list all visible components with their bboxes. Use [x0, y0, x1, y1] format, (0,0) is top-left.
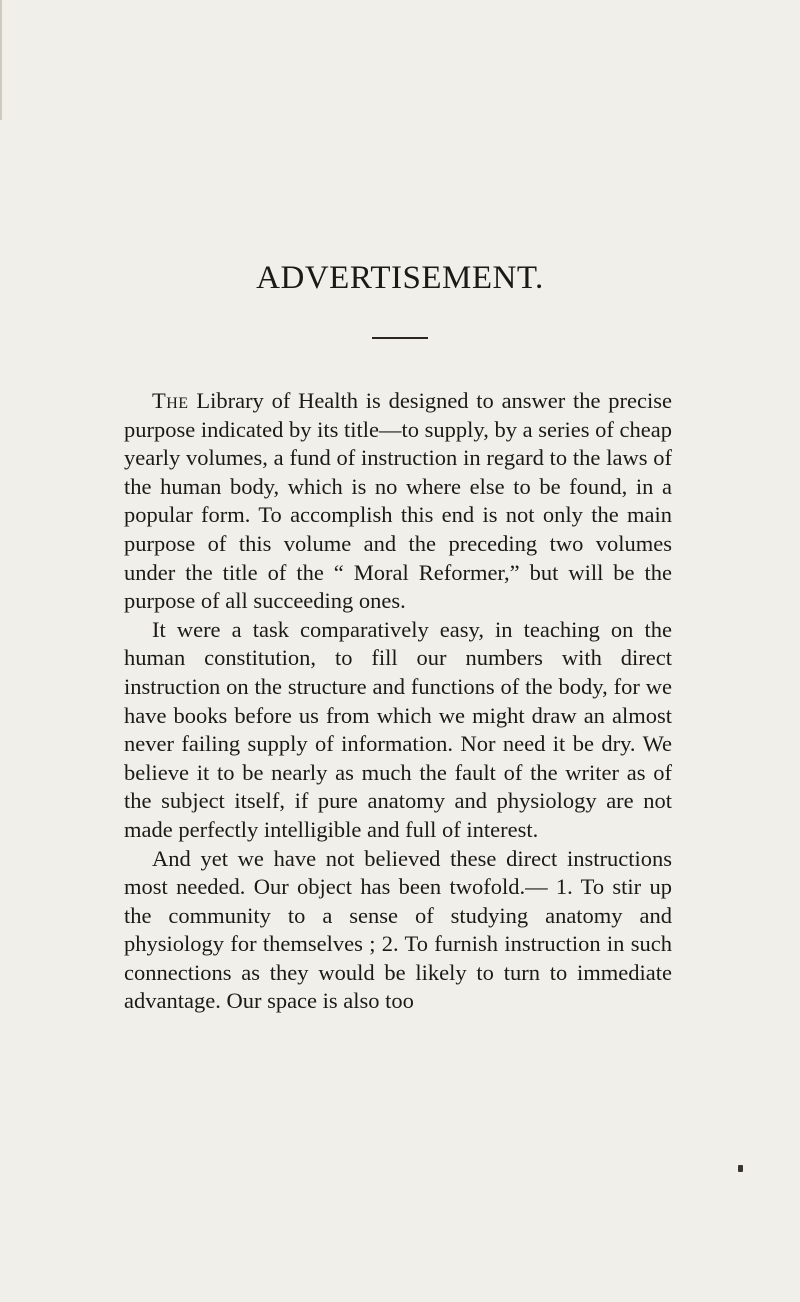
- paragraph-1: [124, 387, 672, 616]
- paragraph-text: Library of Health is designed to answer the precise purpose indicated by its title—to supply, by a series of cheap yearly volumes, a fund of instruction in regard to the laws of the human body, which is no where else to be found, in a popular form. To accomplish this end is not only the main purpose of this volume and the preceding two volumes under the title of the “ Moral Reformer,” but will be the purpose of all succeeding ones.: [124, 388, 673, 614]
- paragraph-lead: The: [152, 388, 189, 413]
- paragraph-3: [124, 845, 672, 1017]
- page-heading: ADVERTISEMENT.: [256, 260, 544, 296]
- paragraph-text: And yet we have not believed these direct instructions most needed. Our object has been twofold.— 1. To stir up the community to a sense of studying anatomy and physiology for themselves ; 2. To furnish instruction in such connections as they would be likely to turn to immediate advantage. Our space is also too: [124, 845, 672, 1014]
- paragraph-text: It were a task comparatively easy, in teaching on the human constitution, to fill our numbers with direct instruction on the structure and functions of the body, for we have books before us from which we might draw an almost never failing supply of information. Nor need it be dry. We believe it to be nearly as much the fault of the writer as of the subject itself, if pure anatomy and physiology are not made perfectly intelligible and full of interest.: [124, 616, 672, 842]
- body-text: [124, 387, 672, 1016]
- heading-rule: [372, 337, 428, 339]
- paragraph-2: [124, 616, 672, 845]
- page-speck: [738, 1165, 743, 1172]
- binding-edge: [0, 0, 2, 120]
